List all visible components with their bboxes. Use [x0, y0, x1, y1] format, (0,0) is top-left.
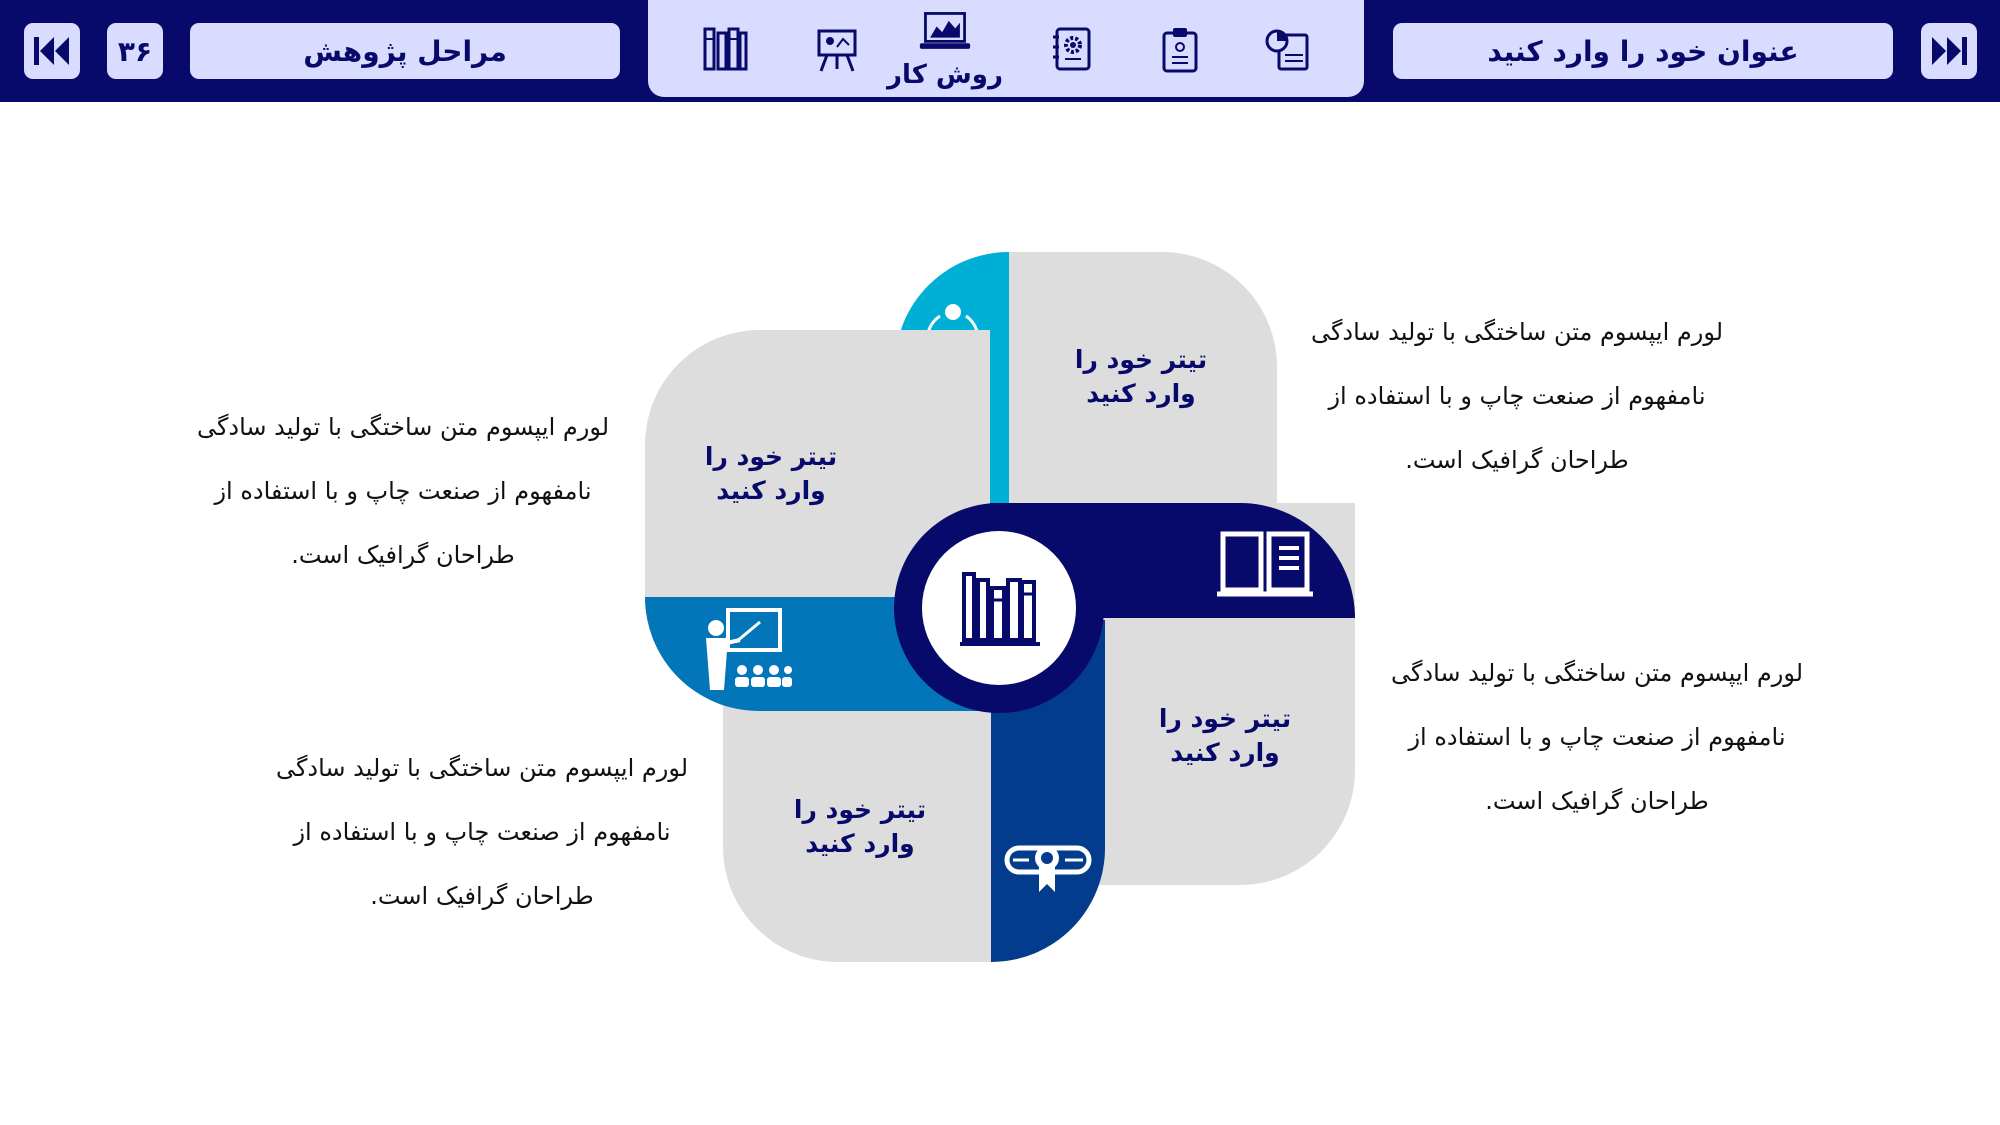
segment-2-description: لورم ایپسوم متن ساختگی با تولید سادگی نامفهوم از صنعت چاپ و با استفاده از طراحان گرافیک است.	[1390, 659, 1804, 815]
segment-1-description: لورم ایپسوم متن ساختگی با تولید سادگی نامفهوم از صنعت چاپ و با استفاده از طراحان گرافیک است.	[1310, 318, 1724, 474]
books-icon	[960, 570, 1040, 648]
segment-1-title: تیتر خود را وارد کنید	[1074, 345, 1208, 408]
segment-2-title: تیتر خود را وارد کنید	[1158, 704, 1292, 767]
segment-3-title: تیتر خود را وارد کنید	[793, 795, 927, 858]
page-number: ۳۶	[107, 23, 163, 79]
open-book-icon	[1215, 528, 1315, 602]
active-tab-label: روش کار	[887, 60, 1003, 90]
title-placeholder[interactable]: عنوان خود را وارد کنید	[1393, 23, 1893, 79]
diploma-scroll-icon	[1001, 838, 1095, 896]
segment-3-description: لورم ایپسوم متن ساختگی با تولید سادگی نامفهوم از صنعت چاپ و با استفاده از طراحان گرافیک است.	[275, 754, 689, 910]
segment-4-title: تیتر خود را وارد کنید	[704, 442, 838, 505]
teacher-class-icon	[700, 606, 792, 692]
segment-4-description: لورم ایپسوم متن ساختگی با تولید سادگی نامفهوم از صنعت چاپ و با استفاده از طراحان گرافیک است.	[196, 413, 610, 569]
section-name: مراحل پژوهش	[190, 23, 620, 79]
